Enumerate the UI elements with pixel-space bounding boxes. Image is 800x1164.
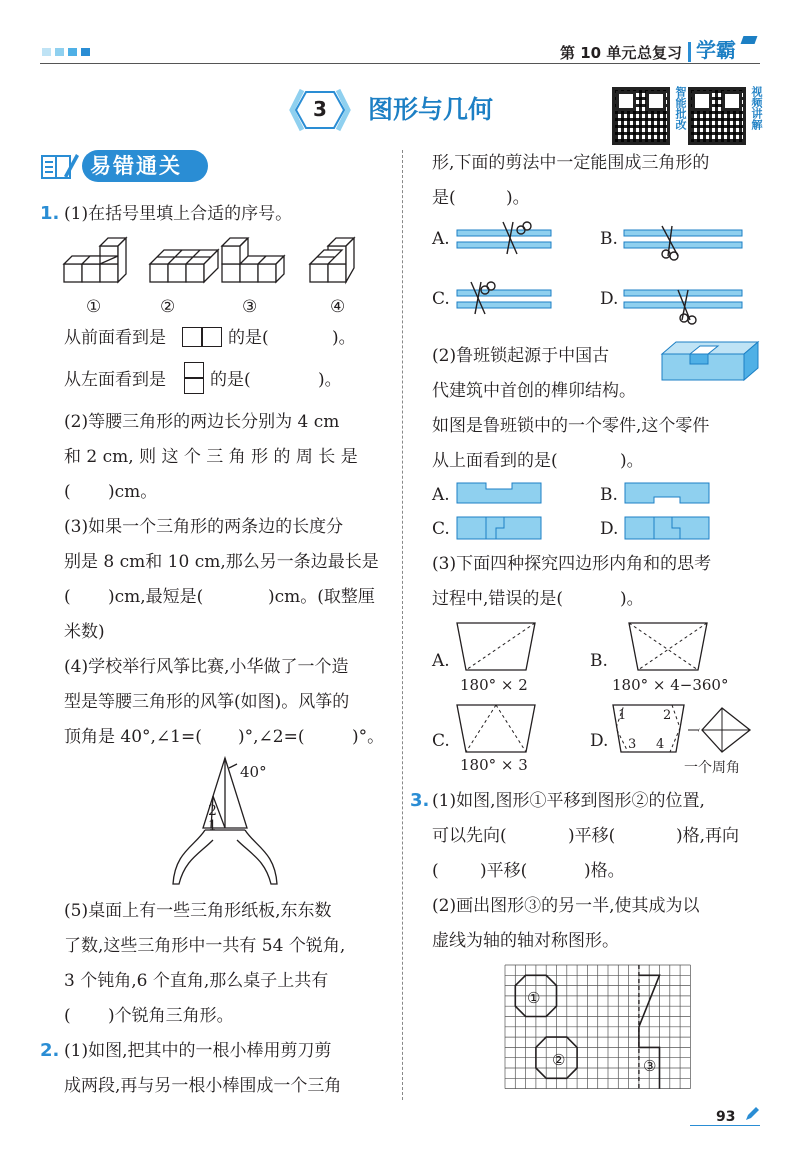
q1-p5-line4a: ( <box>64 1006 71 1026</box>
q3-p1-line2a: 可以先向( <box>432 826 507 846</box>
q1-p2-line3b: )cm。 <box>108 482 158 502</box>
cube-label-4: ④ <box>330 297 346 317</box>
title-badge-number: 3 <box>313 97 327 121</box>
scissors-icon <box>503 222 531 254</box>
q1-p4-line3a: 顶角是 40°,∠1=( <box>64 727 202 747</box>
cube-figure-1 <box>64 238 126 282</box>
qr-code-right[interactable] <box>688 87 746 145</box>
quad-d-num-3: 3 <box>628 737 637 752</box>
brand-cap-icon <box>741 36 758 44</box>
q1-p5-line4b: )个锐角三角形。 <box>108 1006 234 1026</box>
q1-p5-line3: 3 个钝角,6 个直角,那么桌子上共有 <box>64 971 329 991</box>
q2-opt1-b: B. <box>600 229 618 249</box>
q3-number: 3. <box>410 790 430 811</box>
q1-p3-line3c: )cm。(取整厘 <box>268 587 375 607</box>
luban-lock-figure <box>660 338 760 388</box>
quad-calc-c: 180° × 3 <box>460 756 528 774</box>
q1-p4-line3b: )°,∠2=( <box>238 727 305 747</box>
quad-d-num-2: 2 <box>663 708 672 723</box>
quad-option-b <box>628 622 708 672</box>
page-number: 93 <box>716 1109 736 1125</box>
header-divider <box>688 42 691 62</box>
q2-number: 2. <box>40 1040 60 1061</box>
header-unit: 第 10 单元 <box>560 44 637 62</box>
quad-calc-a: 180° × 2 <box>460 676 528 694</box>
q1-p4-line3c: )°。 <box>352 727 385 747</box>
q2-p1-line4b: )。 <box>506 188 530 208</box>
top-view-option-c <box>456 516 542 540</box>
q3-p1-line3c: )格。 <box>584 861 625 881</box>
q2-opt3-b: B. <box>590 651 608 671</box>
quad-calc-b: 180° × 4−360° <box>612 676 729 694</box>
q2-opt3-c: C. <box>432 731 450 751</box>
quad-d-num-4: 4 <box>656 737 665 752</box>
q2-p3-line2a: 过程中,错误的是( <box>432 589 564 609</box>
kite-figure <box>165 756 305 888</box>
q2-p2-line1: (2)鲁班锁起源于中国古 <box>432 346 610 366</box>
q2-p1-line3: 形,下面的剪法中一定能围成三角形的 <box>432 153 710 173</box>
q2-opt2-c: C. <box>432 519 450 539</box>
grid-label-1: ① <box>527 989 541 1007</box>
sticks-option-c <box>455 282 585 318</box>
q1-p2-line3a: ( <box>64 482 71 502</box>
q1-p5-line1: (5)桌面上有一些三角形纸板,东东数 <box>64 901 332 921</box>
kite-angle-2: 2 <box>208 803 217 819</box>
two-squares-icon <box>182 327 222 347</box>
quad-option-c <box>456 704 536 754</box>
cube-figure-4 <box>310 238 354 282</box>
q3-p1-line2b: )平移( <box>568 826 616 846</box>
cube-figure-3 <box>222 238 284 282</box>
q2-p2-line4a: 从上面看到的是( <box>432 451 558 471</box>
q1-p3-line3b: )cm,最短是( <box>108 587 204 607</box>
q1-left-text-a: 从左面看到是 <box>64 370 166 390</box>
q2-opt3-d: D. <box>590 731 609 751</box>
q2-opt2-b: B. <box>600 485 618 505</box>
q2-p1-line2: 成两段,再与另一根小棒围成一个三角 <box>64 1076 342 1096</box>
qr-left-label: 智能批改 <box>674 86 687 130</box>
stacked-squares-icon <box>184 362 204 394</box>
q3-p1-line1: (1)如图,图形①平移到图形②的位置, <box>432 791 705 811</box>
q2-opt1-a: A. <box>432 229 450 249</box>
top-view-option-d <box>624 516 710 540</box>
q1-p3-line4: 米数) <box>64 622 105 642</box>
q3-p1-line2c: )格,再向 <box>676 826 740 846</box>
grid-label-2: ② <box>552 1051 566 1069</box>
qr-code-left[interactable] <box>612 87 670 145</box>
qr-right-label: 视频讲解 <box>750 86 763 130</box>
column-divider <box>402 150 403 1100</box>
sticks-option-a <box>455 222 585 258</box>
q1-left-text-b: 的是( <box>210 370 251 390</box>
q1-p3-line2: 别是 8 cm和 10 cm,那么另一条边最长是 <box>64 552 379 572</box>
top-view-option-a <box>456 482 542 504</box>
q1-p3-line1: (3)如果一个三角形的两条边的长度分 <box>64 517 344 537</box>
quad-d-num-1: 1 <box>618 708 627 723</box>
sticks-option-b <box>622 222 752 258</box>
scissors-icon <box>471 282 495 314</box>
header-brand: 学霸 <box>696 38 736 62</box>
q2-p3-line1: (3)下面四种探究四边形内角和的思考 <box>432 554 712 574</box>
quad-option-a <box>456 622 536 672</box>
q1-front-text-b: 的是( <box>228 328 269 348</box>
q1-p3-line3a: ( <box>64 587 71 607</box>
sticks-option-d <box>622 282 752 322</box>
book-pencil-icon <box>40 150 80 182</box>
q2-opt1-d: D. <box>600 289 619 309</box>
cube-label-3: ③ <box>242 297 258 317</box>
q3-p1-line3b: )平移( <box>480 861 528 881</box>
q2-opt2-d: D. <box>600 519 619 539</box>
kite-angle-1: 1 <box>208 818 217 834</box>
header-squares <box>42 48 102 56</box>
cube-figures <box>60 240 390 304</box>
q2-p1-line4a: 是( <box>432 188 456 208</box>
q3-p2-line2: 虚线为轴的轴对称图形。 <box>432 931 619 951</box>
q3-p1-line3a: ( <box>432 861 439 881</box>
q1-p5-line2: 了数,这些三角形中一共有 54 个锐角, <box>64 936 346 956</box>
q1-p1-intro: (1)在括号里填上合适的序号。 <box>64 204 293 224</box>
pencil-icon <box>744 1106 760 1122</box>
cube-label-2: ② <box>160 297 176 317</box>
quad-calc-d: 一个周角 <box>684 760 740 776</box>
grid-label-3: ③ <box>643 1057 657 1075</box>
q2-p2-line4b: )。 <box>620 451 644 471</box>
q1-p4-line1: (4)学校举行风筝比赛,小华做了一个造 <box>64 657 349 677</box>
cube-label-1: ① <box>86 297 102 317</box>
q2-p3-line2b: )。 <box>620 589 644 609</box>
header-review: 总复习 <box>637 44 683 62</box>
q2-opt2-a: A. <box>432 485 450 505</box>
q1-p2-line1: (2)等腰三角形的两边长分别为 4 cm <box>64 412 340 432</box>
kite-angle-label: 40° <box>240 763 267 781</box>
section-label: 易错通关 <box>90 154 182 178</box>
q3-p2-line1: (2)画出图形③的另一半,使其成为以 <box>432 896 700 916</box>
q1-number: 1. <box>40 203 60 224</box>
q2-p1-line1: (1)如图,把其中的一根小棒用剪刀剪 <box>64 1041 332 1061</box>
q2-p2-line3: 如图是鲁班锁中的一个零件,这个零件 <box>432 416 710 436</box>
q2-opt3-a: A. <box>432 651 450 671</box>
q1-p4-line2: 型是等腰三角形的风筝(如图)。风筝的 <box>64 692 350 712</box>
q1-front-text-c: )。 <box>332 328 356 348</box>
q2-p2-line2: 代建筑中首创的榫卯结构。 <box>432 381 636 401</box>
top-view-option-b <box>624 482 710 504</box>
page-title: 图形与几何 <box>368 95 494 124</box>
grid-figure <box>504 964 690 1090</box>
cube-figure-2 <box>150 250 218 282</box>
q1-front-text-a: 从前面看到是 <box>64 328 166 348</box>
q1-left-text-c: )。 <box>318 370 342 390</box>
q1-p2-line2: 和 2 cm, 则 这 个 三 角 形 的 周 长 是 <box>64 447 358 467</box>
q2-opt1-c: C. <box>432 289 450 309</box>
